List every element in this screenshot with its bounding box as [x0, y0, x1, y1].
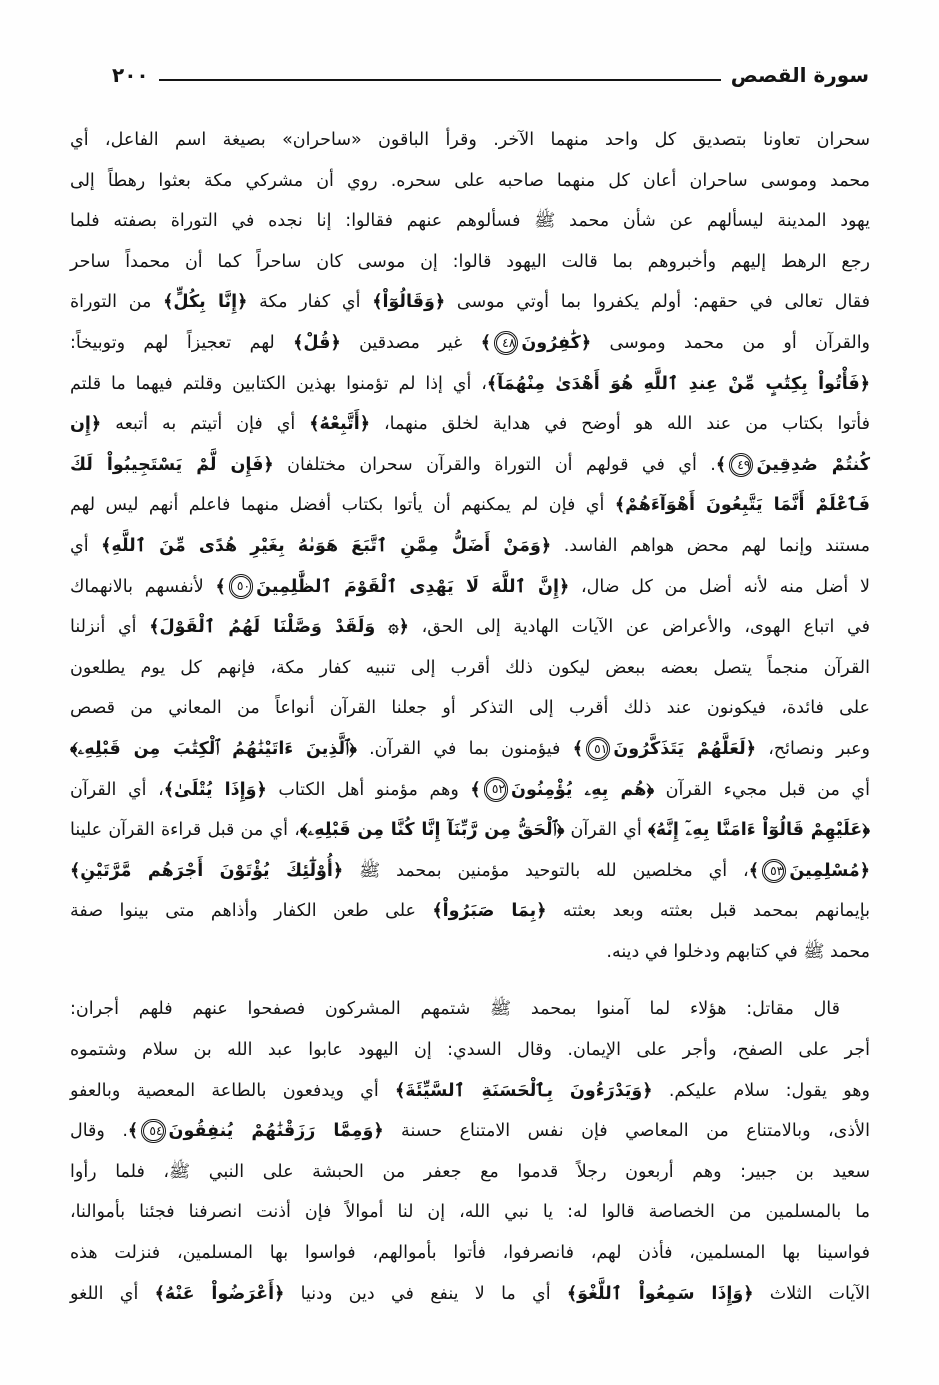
commentary-text: ما بالمسلمين من الخصاصة قالوا له: يا نبي الله، إن لنا أموالاً فإن أذنت انصرفنا فجئنا بأموالنا،: [70, 1202, 870, 1223]
page-number: ٢٠٠: [112, 63, 149, 87]
quran-text: ﴿فَإِن لَّمْ يَسْتَجِيبُواْ لَكَ: [70, 454, 274, 475]
commentary-text: ، أي القرآن: [70, 779, 164, 800]
commentary-text: لأنفسهم بالانهماك: [70, 576, 216, 597]
text-line: [70, 770, 870, 811]
commentary-text: . أي في قولهم أن التوراة والقرآن سحران مختلفان: [273, 454, 716, 475]
text-line-content: [70, 617, 870, 637]
quran-text: ﴿أَعْرَضُواْ عَنْهُ﴾: [154, 1283, 285, 1304]
commentary-text: في اتباع الهوى، والأعراض عن الآيات الهادية إلى الحق،: [408, 617, 871, 638]
text-line-content: [70, 374, 870, 394]
commentary-text: أي اللغو: [70, 1283, 155, 1304]
text-line-content: [70, 333, 870, 353]
commentary-text: وعبر ونصائح،: [755, 738, 870, 759]
quran-text: ﴾: [480, 332, 491, 353]
paragraph: [70, 989, 870, 1314]
quran-text: ﴿لَعَلَّهُمْ يَتَذَكَّرُونَ: [613, 738, 756, 759]
quran-text: ﴿وَمَنْ أَضَلُّ مِمَّنِ ٱتَّبَعَ هَوَىٰهُ بِغَيْرِ هُدًى مِّنَ ٱللَّهِ﴾: [101, 535, 552, 556]
text-line-content: [70, 861, 870, 881]
quran-text: ﴾: [127, 1121, 139, 1142]
commentary-text: مستند وإنما لهم محض هواهم الفاسد.: [551, 535, 870, 556]
quran-text: ﴿۞ وَلَقَدْ وَصَّلْنَا لَهُمُ ٱلْقَوْلَ﴾: [149, 617, 409, 638]
quran-text: ﴿مُسْلِمِينَ: [789, 860, 871, 881]
commentary-text: وهم مؤمنو أهل الكتاب: [266, 779, 471, 800]
text-line-content: [70, 1081, 870, 1101]
text-line: [70, 607, 870, 648]
text-line: [70, 242, 870, 283]
commentary-text: لهم تعجيزاً لهم وتوبيخاً:: [70, 332, 294, 353]
commentary-text: أي ما لا ينفع في دين ودنيا: [284, 1283, 567, 1304]
commentary-text: فأتوا بكتاب من عند الله هو أوضح في هداية لخلق منهما،: [370, 414, 870, 435]
text-line: [70, 648, 870, 689]
quran-text: ﴿ٱلَّذِينَ ءَاتَيْنَٰهُمُ ٱلْكِتَٰبَ مِن قَبْلِهِۦ﴾: [70, 738, 357, 759]
quran-text: ﴿وَإِذَا سَمِعُواْ ٱللَّغْوَ﴾: [566, 1283, 754, 1304]
quran-text: ﴿ٱلْحَقُّ مِن رَّبِّنَآ إِنَّا كُنَّا مِن قَبْلِهِۦ﴾: [299, 820, 565, 841]
ayah-number-marker: ٥٢: [484, 777, 508, 801]
running-title: سورة القصص: [730, 63, 869, 87]
quran-text: ﴿إِنَّا بِكُلٍّ﴾: [163, 292, 248, 313]
quran-text: فَٱعْلَمْ أَنَّمَا يَتَّبِعُونَ أَهْوَآءَهُمْ﴾: [614, 495, 870, 516]
text-line-content: [70, 999, 840, 1019]
commentary-text: أي من قبل مجيء القرآن: [654, 779, 870, 800]
text-line-content: [70, 658, 870, 678]
text-line-content: [70, 820, 870, 840]
commentary-text: غير مصدقين: [340, 332, 481, 353]
text-line-content: [70, 536, 870, 556]
text-line: [70, 932, 870, 973]
commentary-text: أي أنزلنا: [70, 617, 150, 638]
text-line: [70, 364, 870, 405]
text-line-content: [70, 1243, 870, 1263]
text-line: [70, 729, 870, 770]
text-line: [70, 810, 870, 851]
quran-text: ﴿إِنَّ ٱللَّهَ لَا يَهْدِى ٱلْقَوْمَ ٱلظَّٰلِمِينَ: [256, 576, 570, 597]
text-line: [70, 323, 870, 364]
text-line-content: [70, 495, 870, 515]
commentary-text: والقرآن أو من محمد وموسى: [591, 332, 871, 353]
quran-text: ﴿وَقَالُوٓاْ﴾: [372, 292, 446, 313]
commentary-text: من التوراة: [70, 292, 164, 313]
text-line: [70, 282, 870, 323]
commentary-text: . وقال: [70, 1121, 128, 1142]
text-line: [70, 1030, 870, 1071]
text-line: [70, 445, 870, 486]
commentary-text: ، أي إذا لم تؤمنوا بهذين الكتابين وقلتم فيهما ما قلتم: [70, 373, 487, 394]
commentary-text: ، أي من قبل قراءة القرآن علينا: [70, 820, 300, 841]
commentary-text: ، أي مخلصين لله بالتوحيد مؤمنين بمحمد ﷺ: [343, 860, 749, 881]
commentary-text: محمد وموسى ساحران أعان كل منهما صاحبه على سحره. روي أن مشركي مكة بعثوا رهطاً إلى: [70, 170, 870, 191]
text-line: [70, 1192, 870, 1233]
commentary-text: أجر على الصفح، وأجر على الإيمان. وقال السدي: إن اليهود عابوا عبد الله بن سلام وشتموه: [70, 1040, 870, 1061]
ayah-number-marker: ٤٩: [729, 453, 753, 477]
text-line: [70, 161, 870, 202]
commentary-text: أي فإن أتيتم به أتبعه: [101, 414, 310, 435]
text-line: [70, 1152, 870, 1193]
ayah-number-marker: ٥١: [586, 737, 610, 761]
text-line: [70, 1233, 870, 1274]
text-line-content: [70, 1121, 870, 1141]
text-line-content: [70, 1202, 870, 1222]
text-line: [70, 891, 870, 932]
text-line: [70, 404, 870, 445]
text-line: [70, 688, 870, 729]
quran-text: ﴾: [715, 454, 727, 475]
text-line-content: [70, 1162, 870, 1182]
quran-text: ﴾: [748, 860, 759, 881]
commentary-text: القرآن منجماً يتصل بعضه ببعض ليكون ذلك أقرب إلى تنبيه كفار مكة، فإنهم كل يوم يطلعون: [70, 657, 870, 678]
quran-text: ﴿وَإِذَا يُتْلَىٰ﴾: [163, 779, 267, 800]
text-line-content: [70, 1284, 870, 1304]
ayah-number-marker: ٤٨: [494, 331, 518, 355]
quran-text: ﴾: [572, 738, 583, 759]
commentary-text: أي: [70, 535, 102, 556]
ayah-number-marker: ٥٠: [229, 574, 253, 598]
commentary-text: أي فإن لم يمكنهم أن يأتوا بكتاب أفضل منهما فاعلم أنهم ليس لهم: [70, 495, 615, 516]
commentary-text: قال مقاتل: هؤلاء لما آمنوا بمحمد ﷺ شتمهم المشركون فصفحوا عنهم فلهم أجران:: [70, 999, 840, 1020]
text-line: [70, 120, 870, 161]
quran-text: ﴿قُلْ﴾: [293, 332, 341, 353]
page-header: [112, 58, 869, 92]
text-line-content: [70, 171, 870, 191]
text-line-content: [70, 901, 870, 921]
quran-text: ﴿وَمِمَّا رَزَقْنَٰهُمْ يُنفِقُونَ: [168, 1121, 384, 1142]
text-line: [70, 1111, 870, 1152]
text-line-content: [70, 211, 870, 231]
quran-text: ﴾: [215, 576, 226, 597]
text-line-content: [70, 130, 870, 150]
text-line: [70, 526, 870, 567]
commentary-text: فواسينا بها المسلمين، فأذن لهم، فانصرفوا، فأتوا بأموالهم، فواسوا بها المسلمين، فنزلت هذه: [70, 1243, 870, 1264]
commentary-text: يهود المدينة ليسألهم عن شأن محمد ﷺ فسألوهم عنهم فقالوا: إنا نجده في التوراة بصفته فلما: [70, 211, 870, 232]
text-line: [70, 485, 870, 526]
text-line-content: [70, 414, 870, 434]
commentary-text: أي ويدفعون بالطاعة المعصية وبالعفو: [70, 1080, 395, 1101]
quran-text: ﴿وَيَدْرَءُونَ بِٱلْحَسَنَةِ ٱلسَّيِّئَةَ﴾: [394, 1080, 653, 1101]
body-text: [70, 120, 870, 1314]
commentary-text: على طعن الكفار وأذاهم متى بينوا صفة: [70, 901, 433, 922]
text-line-content: [70, 577, 870, 597]
ayah-number-marker: ٥٣: [762, 859, 786, 883]
quran-text: ﴿هُم بِهِۦ يُؤْمِنُونَ: [511, 779, 655, 800]
text-line-content: [70, 1040, 870, 1060]
commentary-text: رجع الرهط إليهم وأخبروهم بما قالت اليهود قالوا: إن موسى كان ساحراً كما أن محمداً ساحر: [70, 251, 870, 272]
quran-text: ﴿فَأْتُواْ بِكِتَٰبٍ مِّنْ عِندِ ٱللَّهِ هُوَ أَهْدَىٰ مِنْهُمَآ﴾: [486, 373, 870, 394]
quran-text: ﴿عَلَيْهِمْ قَالُوٓاْ ءَامَنَّا بِهِۦٓ إِنَّهُ﴾: [647, 820, 871, 841]
header-rule: [159, 79, 721, 81]
commentary-text: الأذى، وبالامتناع من المعاصي فإن نفس الامتناع حسنة: [383, 1121, 871, 1142]
text-line-content: [70, 698, 870, 718]
paragraph: [70, 120, 870, 972]
text-line-content: [70, 455, 870, 475]
text-line: [70, 1274, 870, 1315]
text-line-content: [70, 292, 870, 312]
quran-text: ﴾: [470, 779, 481, 800]
quran-text: ﴿كَٰفِرُونَ: [521, 332, 592, 353]
commentary-text: على فائدة، فيكونون عند ذلك أقرب إلى التذكر أو جعلنا القرآن أنواعاً من المعاني من قصص: [70, 698, 870, 719]
quran-text: ﴿بِمَا صَبَرُواْ﴾: [432, 901, 547, 922]
commentary-text: محمد ﷺ في كتابهم ودخلوا في دينه.: [606, 941, 870, 962]
commentary-text: فيؤمنون بما في القرآن.: [356, 738, 573, 759]
quran-text: كُنتُمْ صَٰدِقِينَ: [756, 454, 870, 475]
text-line-content: [70, 780, 870, 800]
ayah-number-marker: ٥٤: [141, 1119, 165, 1143]
text-line: [70, 567, 870, 608]
text-line-content: [70, 252, 870, 272]
commentary-text: لا أضل منه لأنه أضل من كل ضال،: [569, 576, 870, 597]
commentary-text: وهو يقول: سلام عليكم.: [652, 1080, 870, 1101]
commentary-text: سعيد بن جبير: وهم أربعون رجلاً قدموا مع جعفر من الحبشة على النبي ﷺ، فلما رأوا: [70, 1161, 870, 1182]
text-line-content: [606, 942, 870, 962]
commentary-text: أي القرآن: [564, 820, 648, 841]
text-line: [70, 851, 870, 892]
commentary-text: بإيمانهم بمحمد قبل بعثته وبعد بعثته: [546, 901, 870, 922]
text-line-content: [70, 739, 870, 759]
quran-text: ﴿أَتَّبِعْهُ﴾: [309, 414, 370, 435]
quran-text: ﴿إِن: [70, 414, 102, 435]
commentary-text: سحران تعاونا بتصديق كل واحد منهما الآخر. وقرأ الباقون «ساحران» بصيغة اسم الفاعل، أي: [70, 130, 870, 150]
commentary-text: الآيات الثلاث: [753, 1283, 871, 1304]
text-line: [70, 1071, 870, 1112]
text-line: [70, 989, 870, 1030]
commentary-text: أي كفار مكة: [247, 292, 373, 313]
commentary-text: فقال تعالى في حقهم: أولم يكفروا بما أوتي موسى: [445, 292, 871, 313]
text-line: [70, 201, 870, 242]
quran-text: ﴿أُوْلَٰٓئِكَ يُؤْتَوْنَ أَجْرَهُم مَّرَّتَيْنِ﴾: [70, 860, 344, 881]
